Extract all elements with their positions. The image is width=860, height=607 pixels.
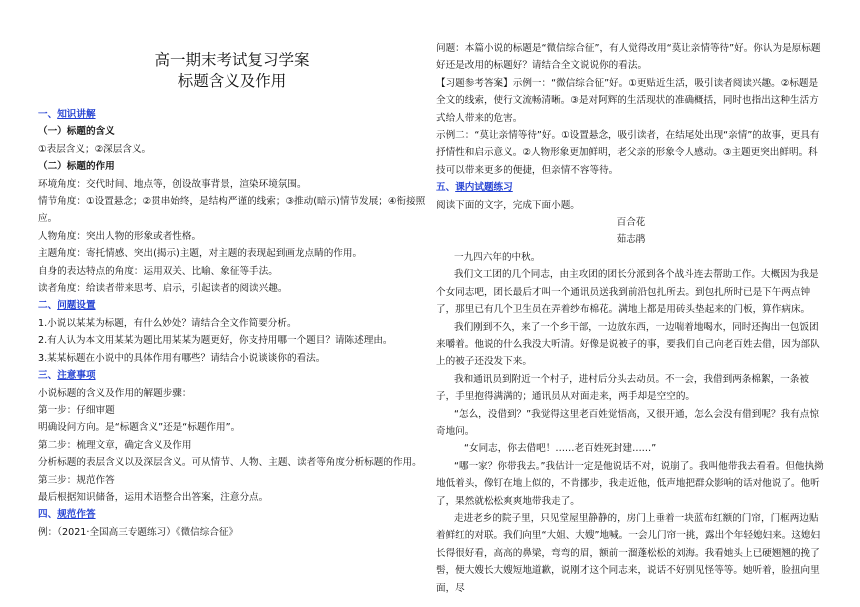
section-heading-answer: 四、规范作答	[38, 509, 96, 521]
answer-example-1: 【习题参考答案】示例一：“微信综合征”好。①更贴近生活，吸引读者阅读兴趣。②标题是全文的线索，使行文流畅清晰。③是对阿辉的生活现状的准确概括，同时也指出这种生活方式给人带来的危害。	[436, 77, 819, 124]
question-1: 1.小说以某某为标题，有什么妙处？请结合全文作简要分析。	[38, 317, 297, 329]
theme-angle: 主题角度：寄托情感、突出(揭示)主题，对主题的表现起到画龙点睛的作用。	[38, 248, 363, 260]
character-angle: 人物角度：突出人物的形象或者性格。	[38, 230, 202, 242]
answer-example-2: 示例二：“莫让亲情等待”好。①设置悬念，吸引读者，在结尾处出现“亲情”的故事，更具有抒情性和启示意义。②人物形象更加鲜明，老父亲的形象令人感动。③主题更突出鲜明。科技可以带来更多的便捷，但亲情不容等待。	[436, 130, 820, 176]
story-author: 茹志鹃	[616, 234, 646, 246]
story-paragraph: “女同志，你去借吧！……老百姓死封建……”	[464, 443, 657, 455]
left-column	[38, 0, 426, 541]
story-paragraph: 走进老乡的院子里，只见堂屋里静静的，房门上垂着一块蓝布红额的门帘，门框两边贴着鲜红的对联。我们向里“大姐、大嫂”地喊。一会儿门帘一挑，露出个年轻媳妇来。这媳妇长得很好看，高高的鼻梁，弯弯的眉，额前一溜蓬松松的刘海。我看她头上已硬翘翘的挽了髻，便大嫂长大嫂短地道歉，说刚才这个同志来，说话不好别见怪等等。她听着，脸扭向里面，尽	[436, 512, 821, 594]
question-3: 3.某某标题在小说中的具体作用有哪些？请结合小说谈谈你的看法。	[38, 352, 326, 364]
story-paragraph: 我们文工团的几个同志，由主攻团的团长分派到各个战斗连去帮助工作。大概因为我是个女同志吧，团长最后才叫一个通讯员送我到前沿包扎所去。到包扎所时已是下午两点钟了，那里已有几个卫生员在弄着纱布棉花。满地上都是用砖头垫起来的门板，算作病床。	[436, 269, 819, 316]
reader-angle: 读者角度：给读者带来思考、启示，引起读者的阅读兴趣。	[38, 283, 288, 295]
reading-instruction: 阅读下面的文字，完成下面小题。	[436, 199, 580, 211]
step-1-body: 明确设问方向。是“标题含义”还是“标题作用”。	[38, 422, 241, 434]
expression-angle: 自身的表达特点的角度：运用双关、比喻、象征等手法。	[38, 265, 278, 277]
story-paragraph: “怎么，没借到？”我觉得这里老百姓觉悟高，又很开通，怎么会没有借到呢？我有点惊奇地问。	[436, 408, 819, 437]
step-2: 第二步：梳理文章，确定含义及作用	[38, 439, 192, 451]
env-angle: 环境角度：交代时间、地点等，创设故事背景，渲染环境氛围。	[38, 178, 307, 190]
plot-angle: 情节角度：①设置悬念；②贯串始终，是结构严谨的线索；③推动(暗示)情节发展；④衔接照应。	[38, 196, 426, 225]
step-1: 第一步：仔细审题	[38, 404, 115, 416]
section-heading-practice: 五、课内试题练习	[436, 182, 513, 194]
section-heading-questions: 二、问题设置	[38, 300, 96, 312]
step-3: 第三步：规范作答	[38, 474, 115, 486]
step-2-body: 分析标题的表层含义以及深层含义。可从情节、人物、主题、读者等角度分析标题的作用。	[38, 457, 422, 469]
doc-subtitle: 标题含义及作用	[177, 72, 287, 90]
meaning-text: ①表层含义；②深层含义。	[38, 143, 152, 155]
doc-title: 高一期末考试复习学案	[154, 51, 310, 69]
example-source: 例：（2021·全国高三专题练习）《微信综合征》	[38, 526, 239, 538]
right-column	[436, 0, 826, 597]
story-paragraph: “哪一家？你带我去。”我估计一定是他说话不对，说崩了。我叫他带我去看看。但他执拗地低着头，像钉在地上似的，不肯挪步，我走近他，低声地把群众影响的话对他说了。他听了，果然就松松爽爽地带我走了。	[436, 460, 824, 507]
story-paragraph: 我和通讯员到附近一个村子，进村后分头去动员。不一会，我借到两条棉絮，一条被子，手里抱得满满的；通讯员从对面走来，两手却是空空的。	[436, 373, 809, 403]
steps-intro: 小说标题的含义及作用的解题步骤：	[38, 387, 192, 399]
subheading-meaning: （一）标题的含义	[38, 126, 115, 138]
question-2: 2.有人认为本文用某某为题比用某某为题更好，你支持用哪一个题目？请陈述理由。	[38, 335, 393, 347]
step-3-body: 最后根据知识储备，运用术语整合出答案，注意分点。	[38, 491, 269, 503]
story-paragraph: 我们刚到不久，来了一个乡干部，一边放东西，一边喘着地喝水，同时还掏出一包饭团来嚼着。他说的什么我没大听清。好像是说被子的事，要我们自己向老百姓去借，因为部队上的被子还没发下来。	[436, 321, 820, 368]
story-paragraph: 一九四六年的中秋。	[454, 251, 541, 263]
section-heading-notes: 三、注意事项	[38, 370, 96, 382]
section-heading-knowledge: 一、知识讲解	[38, 109, 96, 120]
subheading-function: （二）标题的作用	[38, 161, 115, 173]
story-title: 百合花	[616, 217, 646, 229]
question-text: 问题：本篇小说的标题是“微信综合征”，有人觉得改用“莫让亲情等待”好。你认为是原标题好还是改用的标题好？请结合全文说说你的看法。	[436, 43, 821, 72]
